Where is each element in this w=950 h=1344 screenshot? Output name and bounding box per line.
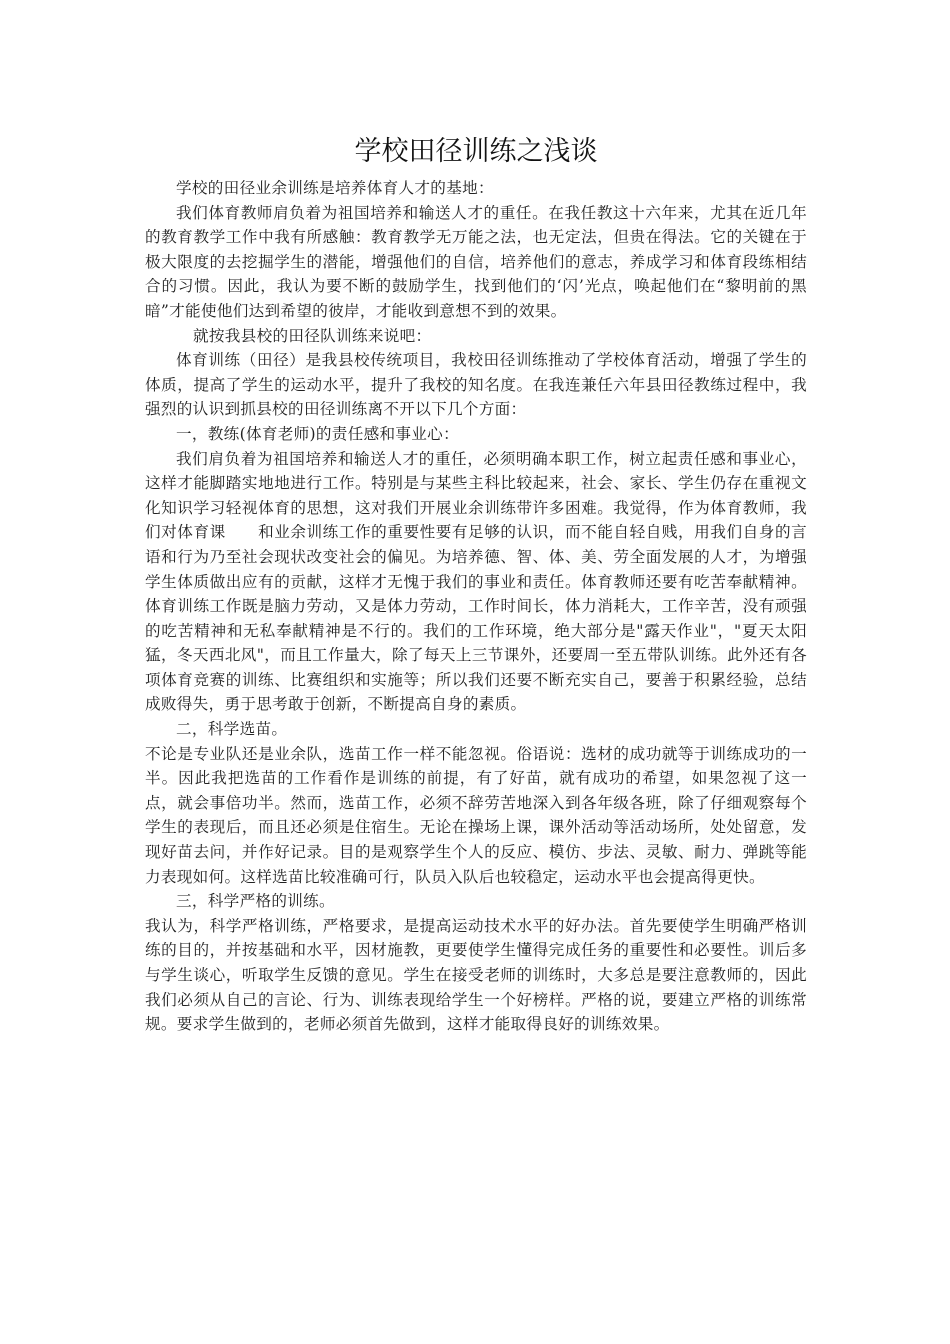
document-body	[145, 176, 807, 1037]
section-heading-3: 三，科学严格的训练。	[176, 892, 335, 911]
document-page	[145, 128, 807, 1037]
section-heading-2: 二，科学选苗。	[176, 720, 288, 739]
section-heading-1: 一，教练(体育老师)的责任感和事业心：	[176, 424, 459, 443]
paragraph-intro: 学校的田径业余训练是培养体育人才的基地：	[176, 179, 494, 197]
document-title: 学校田径训练之浅谈	[354, 136, 598, 167]
paragraph-teacher-duty: 我们体育教师肩负着为祖国培养和输送人才的重任。在我任教这十六年来，尤其在近几年的教育教学工作中我有所感触：教育教学无万能之法，也无定法，但贵在得法。它的关键在于极大限度的去挖掘学生的潜能，增强他们的自信，培养他们的意志，养成学习和体育段练相结合的习惯。因此，我认为要不断的鼓励学生，找到他们的‘闪’光点，唤起他们在“黎明前的黑暗”才能使他们达到希望的彼岸，才能收到意想不到的效果。	[145, 203, 807, 320]
paragraph-track-training: 体育训练（田径）是我县校传统项目，我校田径训练推动了学校体育活动，增强了学生的体质，提高了学生的运动水平，提升了我校的知名度。在我连兼任六年县田径教练过程中，我强烈的认识到抓县校的田径训练离不开以下几个方面：	[145, 351, 807, 419]
paragraph-selection: 不论是专业队还是业余队，选苗工作一样不能忽视。俗语说：选材的成功就等于训练成功的一半。因此我把选苗的工作看作是训练的前提，有了好苗，就有成功的希望，如果忽视了这一点，就会事倍功半。然而，选苗工作，必须不辞劳苦地深入到各年级各班，除了仔细观察每个学生的表现后，而且还必须是住宿生。无论在操场上课，课外活动等活动场所，处处留意，发现好苗去问，并作好记录。目的是观察学生个人的反应、模仿、步法、灵敏、耐力、弹跳等能力表现如何。这样选苗比较准确可行，队员入队后也较稳定，运动水平也会提高得更快。	[145, 744, 807, 886]
paragraph-county-team: 就按我县校的田径队训练来说吧：	[193, 326, 432, 345]
paragraph-responsibility: 我们肩负着为祖国培养和输送人才的重任，必须明确本职工作，树立起责任感和事业心，这样才能脚踏实地地进行工作。特别是与某些主科比较起来，社会、家长、学生仍存在重视文化知识学习轻视体育的思想，这对我们开展业余训练带许多困难。我觉得，作为体育教师，我们对体育课 和业余训练工作的重要性要有足够的认识，而不能自轻自贱，用我们自身的言语和行为乃至社会现状改变社会的偏见。为培养德、智、体、美、劳全面发展的人才，为增强学生体质做出应有的贡献，这样才无愧于我们的事业和责任。体育教师还要有吃苦奉献精神。体育训练工作既是脑力劳动，又是体力劳动，工作时间长，体力消耗大，工作辛苦，没有顽强的吃苦精神和无私奉献精神是不行的。我们的工作环境，绝大部分是"露天作业"，"夏天太阳猛，冬天西北风"，而且工作量大，除了每天上三节课外，还要周一至五带队训练。此外还有各项体育竞赛的训练、比赛组织和实施等；所以我们还要不断充实自己，要善于积累经验，总结成败得失，勇于思考敢于创新，不断提高自身的素质。	[145, 449, 807, 714]
paragraph-strict-training: 我认为，科学严格训练，严格要求，是提高运动技术水平的好办法。首先要使学生明确严格训练的目的，并按基础和水平，因材施教，更要使学生懂得完成任务的重要性和必要性。训后多与学生谈心，听取学生反馈的意见。学生在接受老师的训练时，大多总是要注意教师的，因此我们必须从自己的言论、行为、训练表现给学生一个好榜样。严格的说，要建立严格的训练常规。要求学生做到的，老师必须首先做到，这样才能取得良好的训练效果。	[145, 916, 807, 1034]
